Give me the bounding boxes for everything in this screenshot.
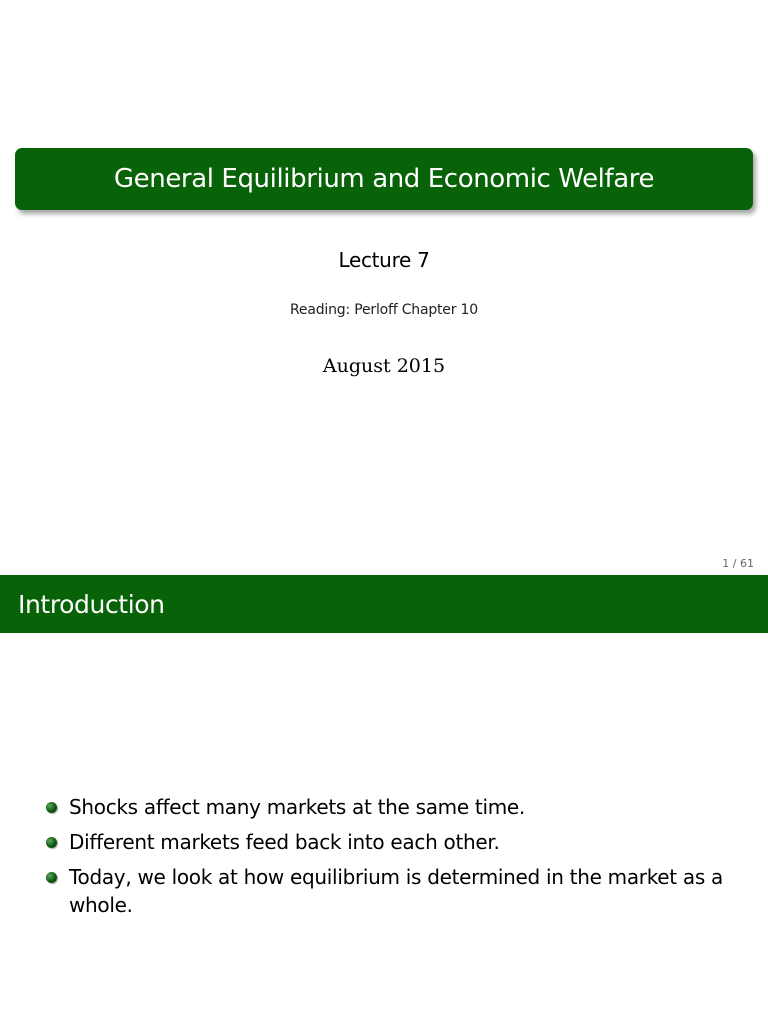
lecture-subtitle: Lecture 7 bbox=[338, 248, 430, 272]
bullet-icon bbox=[46, 802, 57, 813]
bullet-item bbox=[44, 828, 744, 856]
bullet-text: Different markets feed back into each other. bbox=[69, 830, 500, 854]
bullet-text: Today, we look at how equilibrium is determined in the market as a whole. bbox=[69, 865, 723, 917]
page-number: 1 / 61 bbox=[722, 557, 754, 570]
slide-title: General Equilibrium and Economic Welfare bbox=[113, 164, 655, 194]
reading-note: Reading: Perloff Chapter 10 bbox=[290, 302, 478, 318]
bullet-item bbox=[44, 863, 744, 919]
bullet-icon bbox=[46, 837, 57, 848]
introduction-slide bbox=[0, 575, 768, 1024]
frame-title: Introduction bbox=[18, 589, 165, 619]
lecture-date: August 2015 bbox=[322, 355, 446, 377]
title-box bbox=[15, 148, 753, 210]
bullet-icon bbox=[46, 872, 57, 883]
frame-title-bar bbox=[0, 575, 768, 633]
bullet-item bbox=[44, 793, 744, 821]
bullet-text: Shocks affect many markets at the same time. bbox=[69, 795, 525, 819]
bullet-list bbox=[44, 793, 744, 926]
